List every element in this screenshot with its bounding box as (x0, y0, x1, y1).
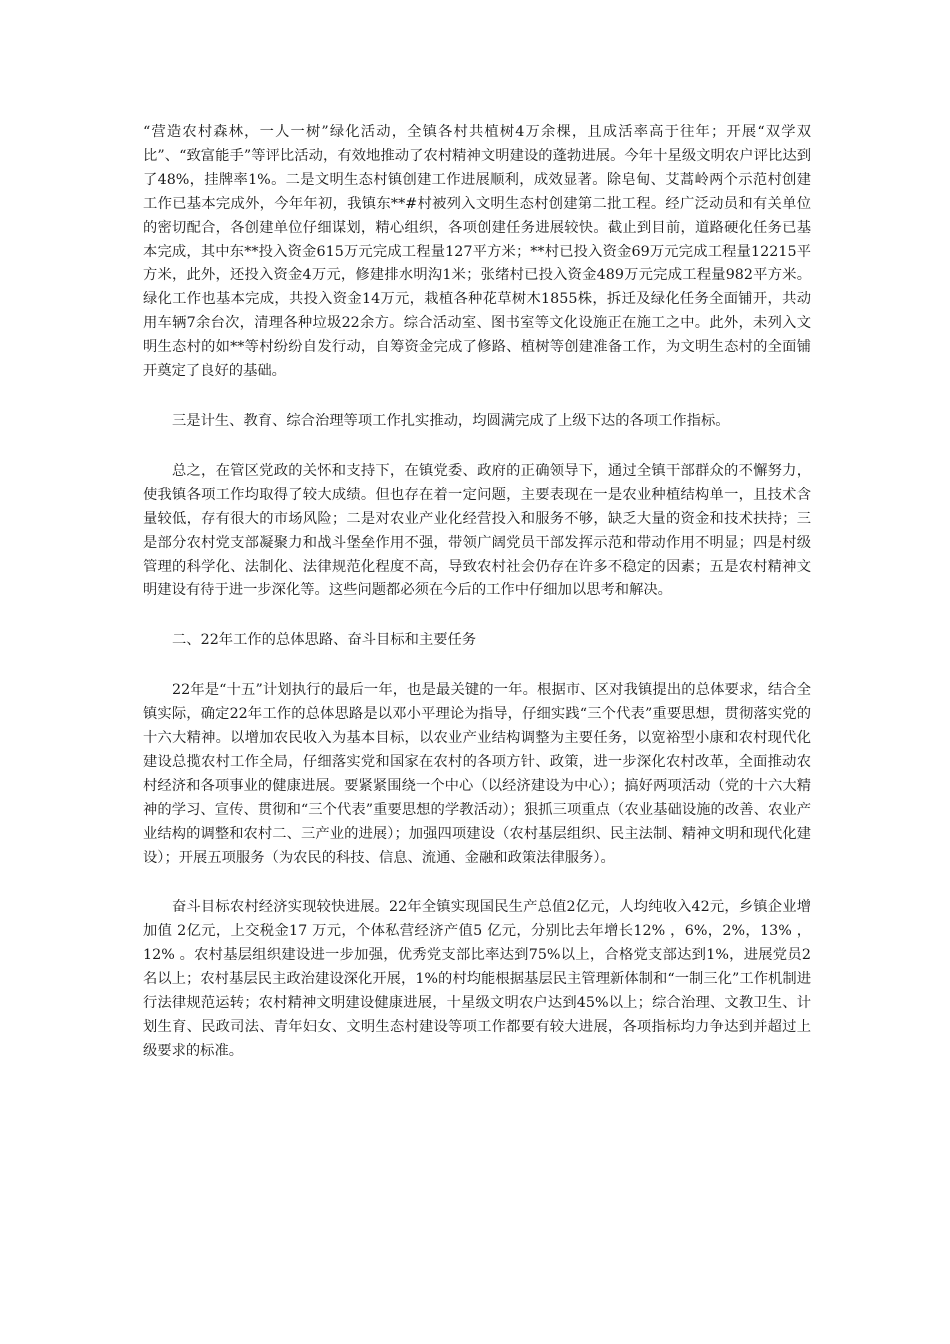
paragraph-goals: 奋斗目标农村经济实现较快进展。22年全镇实现国民生产总值2亿元，人均纯收入42元，乡镇企业增加值 2亿元，上交税金17 万元，个体私营经济产值5 亿元，分别比去年增长12% ，6%，2%，13% ，12% 。农村基层组织建设进一步加强，优秀党支部比率达到75%以上，合格党支部达到1%，进展党员2名以上；农村基层民主政治建设深化开展，1%的村均能根据基层民主管理新体制和“一制三化”工作机制进行法律规范运转；农村精神文明建设健康进展，十星级文明农户达到45%以上；综合治理、文教卫生、计划生育、民政司法、青年妇女、文明生态村建设等项工作都要有较大进展，各项指标均力争达到并超过上级要求的标准。 (143, 899, 811, 1059)
paragraph-summary-and-problems: 总之，在管区党政的关怀和支持下，在镇党委、政府的正确领导下，通过全镇干部群众的不懈努力，使我镇各项工作均取得了较大成绩。但也存在着一定问题，主要表现在一是农业种植结构单一，且技术含量较低，存有很大的市场风险；二是对农业产业化经营投入和服务不够，缺乏大量的资金和技术扶持；三是部分农村党支部凝聚力和战斗堡垒作用不强，带领广阔党员干部发挥示范和带动作用不明显；四是村级管理的科学化、法制化、法律规范化程度不高，导致农村社会仍存在许多不稳定的因素；五是农村精神文明建设有待于进一步深化等。这些问题都必须在今后的工作中仔细加以思考和解决。 (143, 462, 811, 599)
section-heading-work-plan: 二、22年工作的总体思路、奋斗目标和主要任务 (172, 632, 477, 649)
paragraph-greening-and-eco-villages: “营造农村森林，一人一树”绿化活动，全镇各村共植树4万余棵，且成活率高于往年；开展“双学双比”、“致富能手”等评比活动，有效地推动了农村精神文明建设的蓬勃进展。今年十星级文明农户评比达到了48%，挂牌率1%。二是文明生态村镇创建工作进展顺利，成效显著。除皂甸、艾蒿岭两个示范村创建工作已基本完成外，今年年初，我镇东**#村被列入文明生态村创建第二批工程。经广泛动员和有关单位的密切配合，各创建单位仔细谋划，精心组织，各项创建任务进展较快。截止到目前，道路硬化任务已基本完成，其中东**投入资金615万元完成工程量127平方米；**村已投入资金69万元完成工程量12215平方米，此外，还投入资金4万元，修建排水明沟1米；张绪村已投入资金489万元完成工程量982平方米。绿化工作也基本完成，共投入资金14万元，栽植各种花草树木1855株，拆迁及绿化任务全面铺开，共动用车辆7余台次，清理各种垃圾22余方。综合活动室、图书室等文化设施正在施工之中。此外，未列入文明生态村的如**等村纷纷自发行动，自筹资金完成了修路、植树等创建准备工作，为文明生态村的全面铺开奠定了良好的基础。 (143, 124, 811, 380)
paragraph-family-planning-education: 三是计生、教育、综合治理等项工作扎实推动，均圆满完成了上级下达的各项工作指标。 (172, 412, 730, 429)
document-body (143, 121, 811, 1090)
paragraph-overall-approach: 22年是“十五”计划执行的最后一年，也是最关键的一年。根据市、区对我镇提出的总体要求，结合全镇实际，确定22年工作的总体思路是以邓小平理论为指导，仔细实践“三个代表”重要思想，贯彻落实党的十六大精神。以增加农民收入为基本目标，以农业产业结构调整为主要任务，以宽裕型小康和农村现代化建设总揽农村工作全局，仔细落实党和国家在农村的各项方针、政策，进一步深化农村改革，全面推动农村经济和各项事业的健康进展。要紧紧围绕一个中心（以经济建设为中心）；搞好两项活动（党的十六大精神的学习、宣传、贯彻和“三个代表”重要思想的学教活动）；狠抓三项重点（农业基础设施的改善、农业产业结构的调整和农村二、三产业的进展）；加强四项建设（农村基层组织、民主法制、精神文明和现代化建设）；开展五项服务（为农民的科技、信息、流通、金融和政策法律服务）。 (143, 682, 811, 866)
